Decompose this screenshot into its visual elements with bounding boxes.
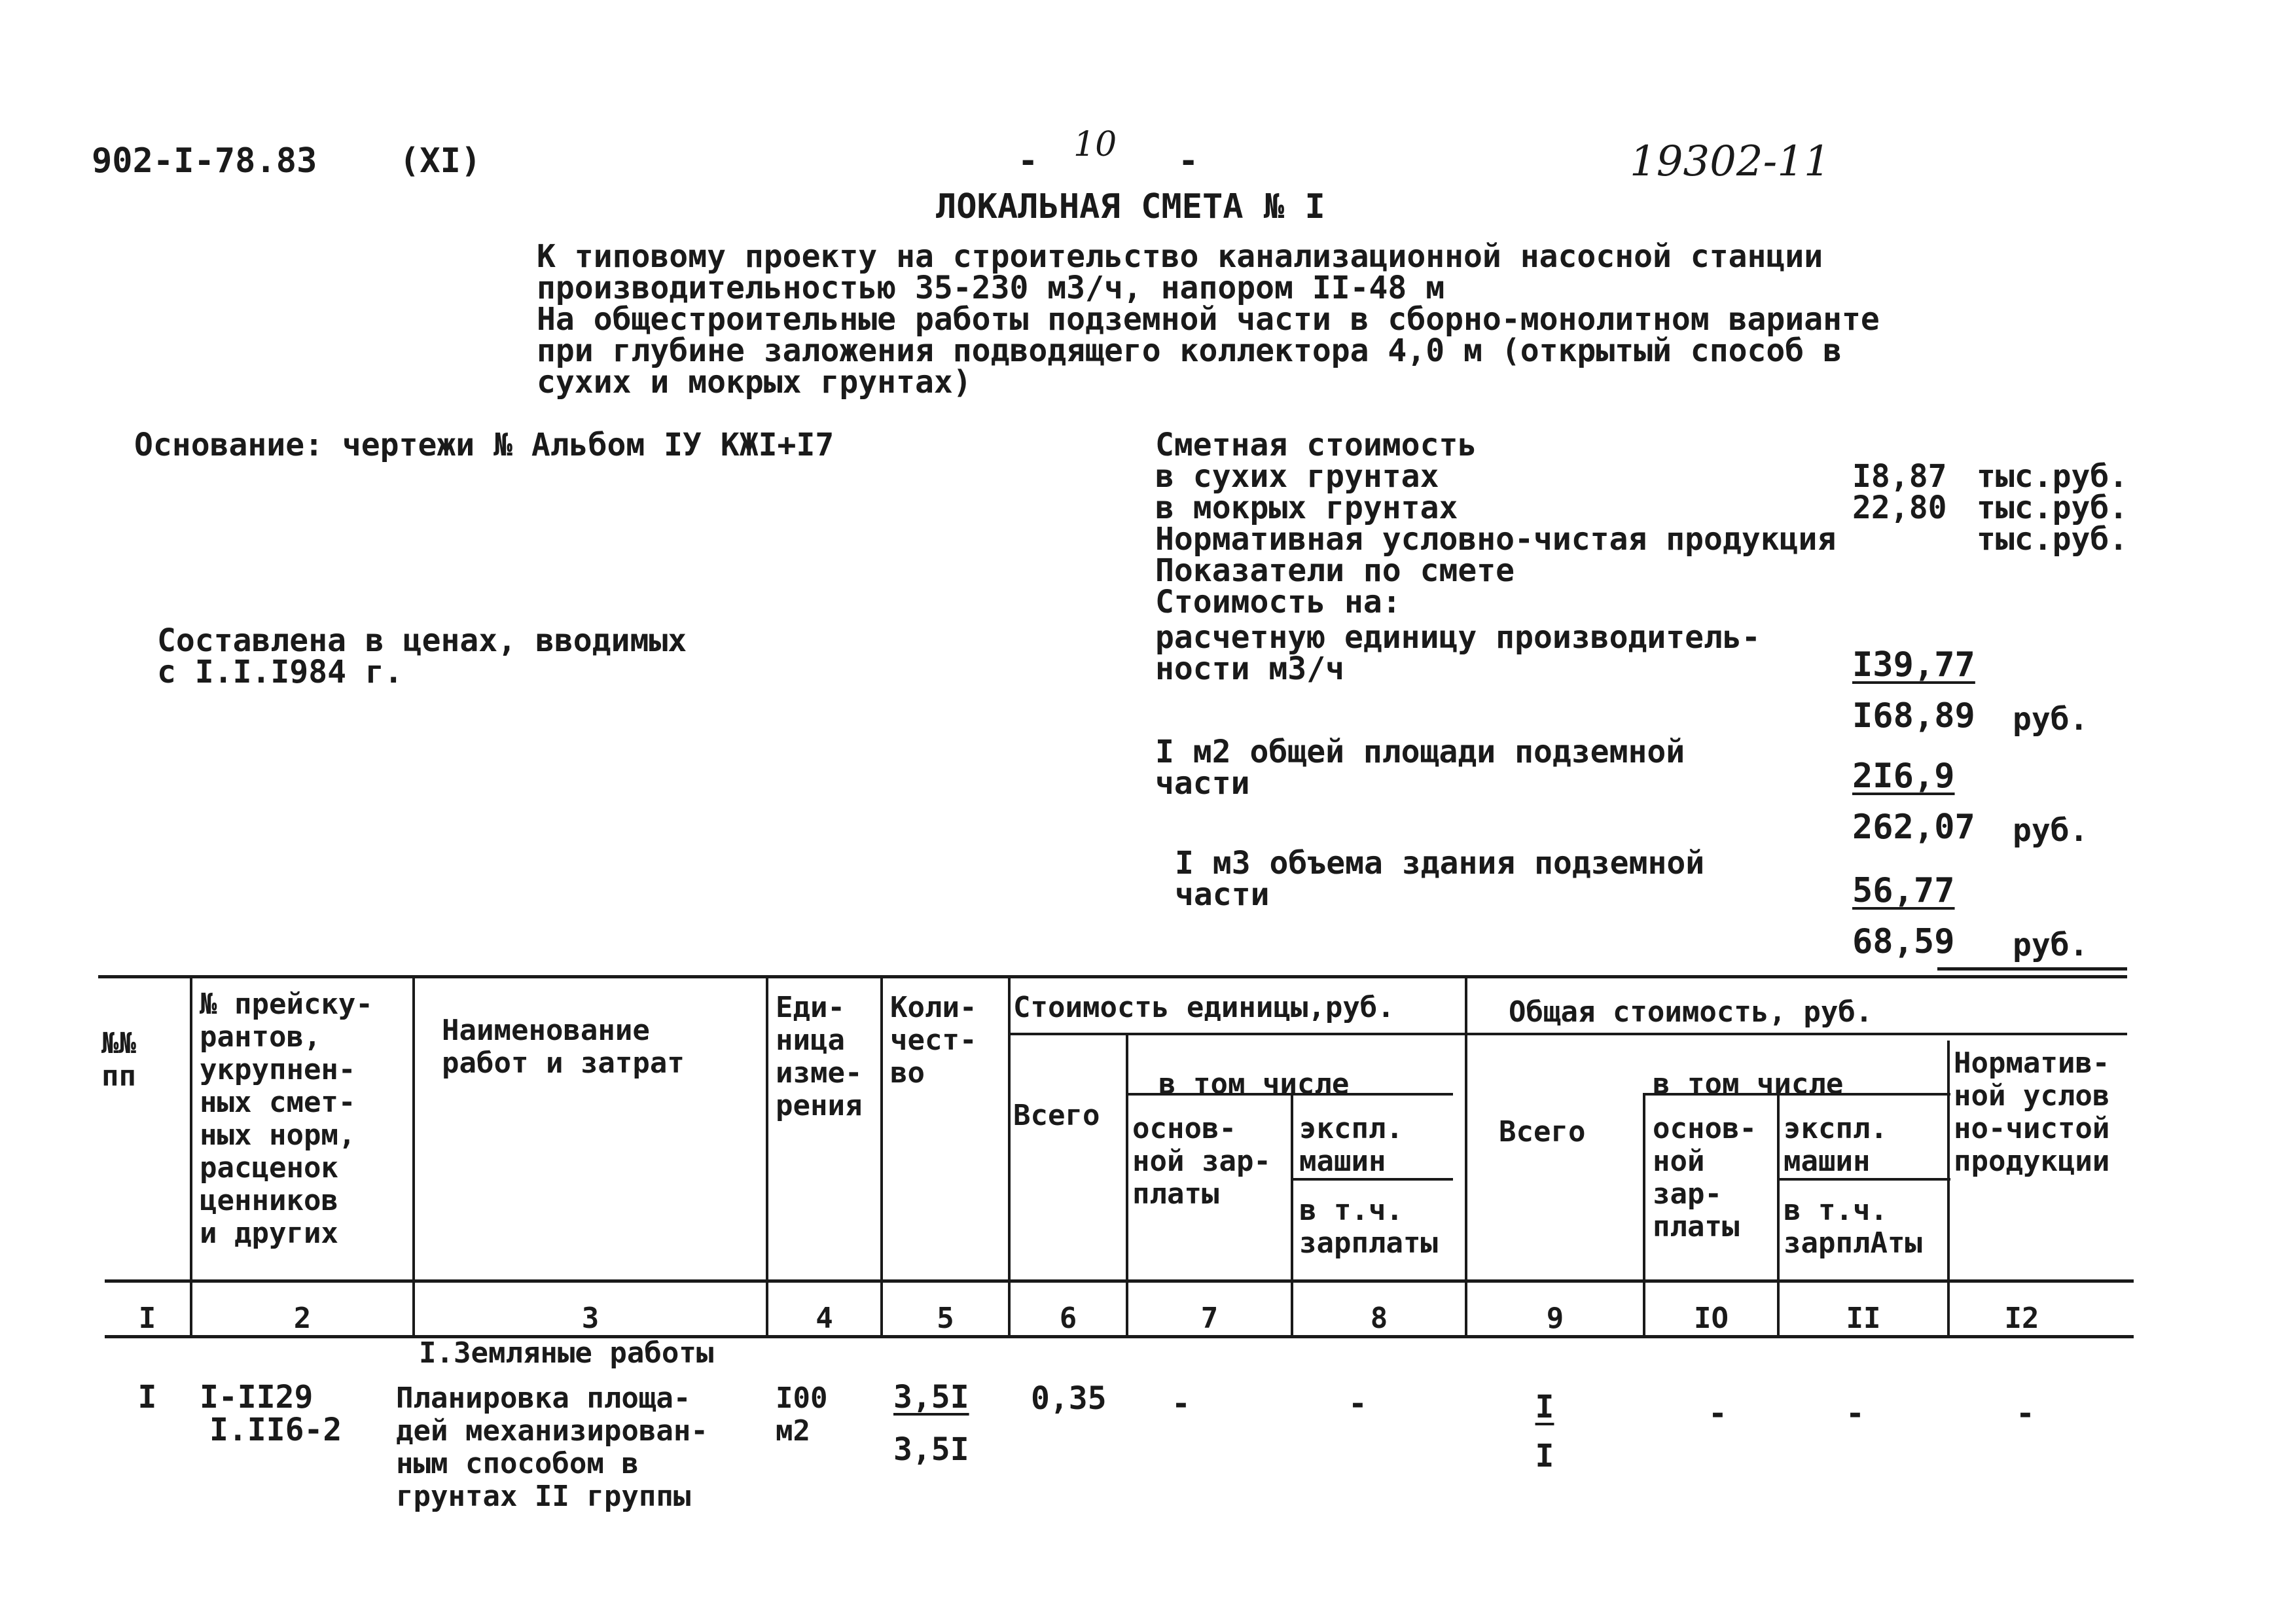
column-rule [1465, 975, 1467, 1335]
column-number: 8 [1370, 1302, 1388, 1335]
column-number: I [138, 1302, 156, 1335]
area-label: I м2 общей площади подземной [1155, 734, 1685, 770]
description-line: сухих и мокрых грунтах) [537, 364, 972, 401]
header-total-machine: экспл. машин [1784, 1112, 1888, 1178]
header-unit-machine: экспл. машин [1299, 1112, 1403, 1178]
volume-dry: 56,77 [1852, 871, 1955, 910]
volume-label: части [1175, 876, 1270, 913]
column-rule [1008, 975, 1011, 1335]
row-unit-total: 0,35 [1031, 1380, 1107, 1417]
estimate-wet-value: 22,80 [1852, 490, 1947, 526]
area-wet: 262,07 [1852, 808, 1975, 847]
row-name: Планировка площа- дей механизирован- ным способом в грунтах II группы [396, 1382, 708, 1513]
row-total-wage: - [1708, 1395, 1727, 1432]
header-rule [1008, 1033, 2127, 1035]
header-pricelist: № прейску- рантов, укрупнен- ных смет- ных норм, расценок ценников и других [200, 988, 373, 1250]
header-qty: Коли- чест- во [890, 991, 977, 1090]
area-label: части [1155, 765, 1250, 802]
header-unit: Еди- ница изме- рения [776, 991, 863, 1122]
estimate-wet-unit: тыс.руб. [1977, 490, 2128, 526]
row-net-product: - [2016, 1395, 2035, 1432]
header-unit-cost: Стоимость единицы,руб. [1013, 991, 1395, 1024]
basis-text: Основание: чертежи № Альбом IУ КЖI+I7 [134, 427, 834, 463]
row-unit-wage: - [1172, 1385, 1191, 1422]
page-dash-right: - [1178, 141, 1199, 181]
row-qty-wet: 3,5I [893, 1431, 969, 1468]
estimate-cost-per-label: Стоимость на: [1155, 584, 1401, 620]
header-rule [1779, 1178, 1950, 1181]
header-net-product: Норматив- ной услов но-чистой продукции [1954, 1046, 2110, 1178]
header-unit-total: Всего [1013, 1099, 1100, 1132]
volume-unit: руб. [2013, 927, 2089, 963]
document-code: 902-I-78.83 [92, 141, 317, 181]
description-line: На общестроительные работы подземной части в сборно-монолитном варианте [537, 301, 1880, 338]
column-rule [1777, 1093, 1780, 1335]
archive-number: 19302-11 [1630, 137, 1831, 186]
header-total-cost: Общая стоимость, руб. [1509, 995, 1873, 1029]
column-number: 9 [1546, 1302, 1564, 1335]
header-rule [1293, 1178, 1453, 1181]
header-unit-incl: в том числе [1158, 1067, 1350, 1101]
column-rule [190, 975, 192, 1335]
column-rule [880, 975, 883, 1335]
row-number: I [137, 1379, 157, 1416]
column-number: I2 [2004, 1302, 2039, 1335]
page-number: 10 [1073, 125, 1117, 164]
column-rule [1643, 1093, 1645, 1335]
row-total-wet: I [1535, 1438, 1554, 1474]
estimate-dry-value: I8,87 [1852, 458, 1947, 495]
estimate-net-unit: тыс.руб. [1977, 521, 2128, 558]
volume-wet: 68,59 [1852, 922, 1955, 961]
header-total-machine-wage: в т.ч. зарплАты [1784, 1194, 1922, 1260]
row-total-machine: - [1846, 1395, 1865, 1432]
document-title: ЛОКАЛЬНАЯ СМЕТА № I [936, 187, 1325, 226]
column-number: 4 [816, 1302, 833, 1335]
area-dry: 2I6,9 [1852, 757, 1955, 796]
prices-line: Составлена в ценах, вводимых [157, 622, 687, 659]
header-unit-machine-wage: в т.ч. зарплаты [1299, 1194, 1438, 1260]
header-name: Наименование работ и затрат [442, 1014, 685, 1080]
table-top-rule [98, 975, 2127, 978]
header-total-wage: основ- ной зар- платы [1653, 1112, 1757, 1243]
header-total-total: Всего [1499, 1115, 1586, 1149]
column-number: IO [1694, 1302, 1729, 1335]
column-number: 7 [1200, 1302, 1219, 1335]
column-rule [1947, 1041, 1950, 1335]
column-number: 3 [581, 1302, 600, 1335]
prices-line: с I.I.I984 г. [157, 654, 403, 690]
unit-capacity-dry: I39,77 [1852, 645, 1975, 685]
header-num: №№ пп [101, 1027, 136, 1093]
row-total-dry: I [1535, 1389, 1554, 1425]
row-code: I-II29 [200, 1379, 314, 1416]
page-dash-left: - [1018, 141, 1039, 181]
unit-capacity-label: ности м3/ч [1155, 651, 1344, 687]
column-number: 2 [293, 1302, 312, 1335]
row-code: I.II6-2 [209, 1412, 342, 1448]
header-bottom-rule [105, 1279, 2134, 1283]
volume-label: I м3 объема здания подземной [1175, 845, 1705, 882]
row-unit-machine: - [1348, 1385, 1367, 1422]
column-number: 5 [937, 1302, 954, 1335]
album-number: (XI) [399, 141, 482, 181]
section-title: I.Земляные работы [419, 1336, 714, 1370]
column-rule [1291, 1093, 1293, 1335]
description-line: К типовому проекту на строительство канализационной насосной станции [537, 238, 1823, 275]
estimate-dry-unit: тыс.руб. [1977, 458, 2128, 495]
unit-capacity-unit: руб. [2013, 701, 2089, 738]
estimate-wet-label: в мокрых грунтах [1155, 490, 1458, 526]
area-unit: руб. [2013, 812, 2089, 849]
estimate-net-label: Нормативная условно-чистая продукция [1155, 521, 1837, 558]
estimate-indicators-label: Показатели по смете [1155, 552, 1515, 589]
description-line: при глубине заложения подводящего коллектора 4,0 м (открытый способ в [537, 332, 1842, 369]
column-numbers-rule [105, 1335, 2134, 1338]
unit-capacity-label: расчетную единицу производитель- [1155, 619, 1761, 656]
column-rule [1126, 1033, 1128, 1335]
estimate-dry-label: в сухих грунтах [1155, 458, 1439, 495]
table-top-rule-right [1937, 967, 2127, 971]
row-qty-dry: 3,5I [893, 1379, 969, 1416]
column-number: 6 [1059, 1302, 1077, 1335]
header-unit-wage: основ- ной зар- платы [1132, 1112, 1271, 1211]
estimate-cost-label: Сметная стоимость [1155, 427, 1477, 463]
header-total-incl: в том числе [1653, 1067, 1844, 1101]
description-line: производительностью 35-230 м3/ч, напором II-48 м [537, 270, 1445, 306]
column-rule [766, 975, 768, 1335]
column-rule [412, 975, 415, 1335]
unit-capacity-wet: I68,89 [1852, 696, 1975, 736]
row-unit: I00 м2 [776, 1382, 828, 1448]
column-number: II [1846, 1302, 1881, 1335]
